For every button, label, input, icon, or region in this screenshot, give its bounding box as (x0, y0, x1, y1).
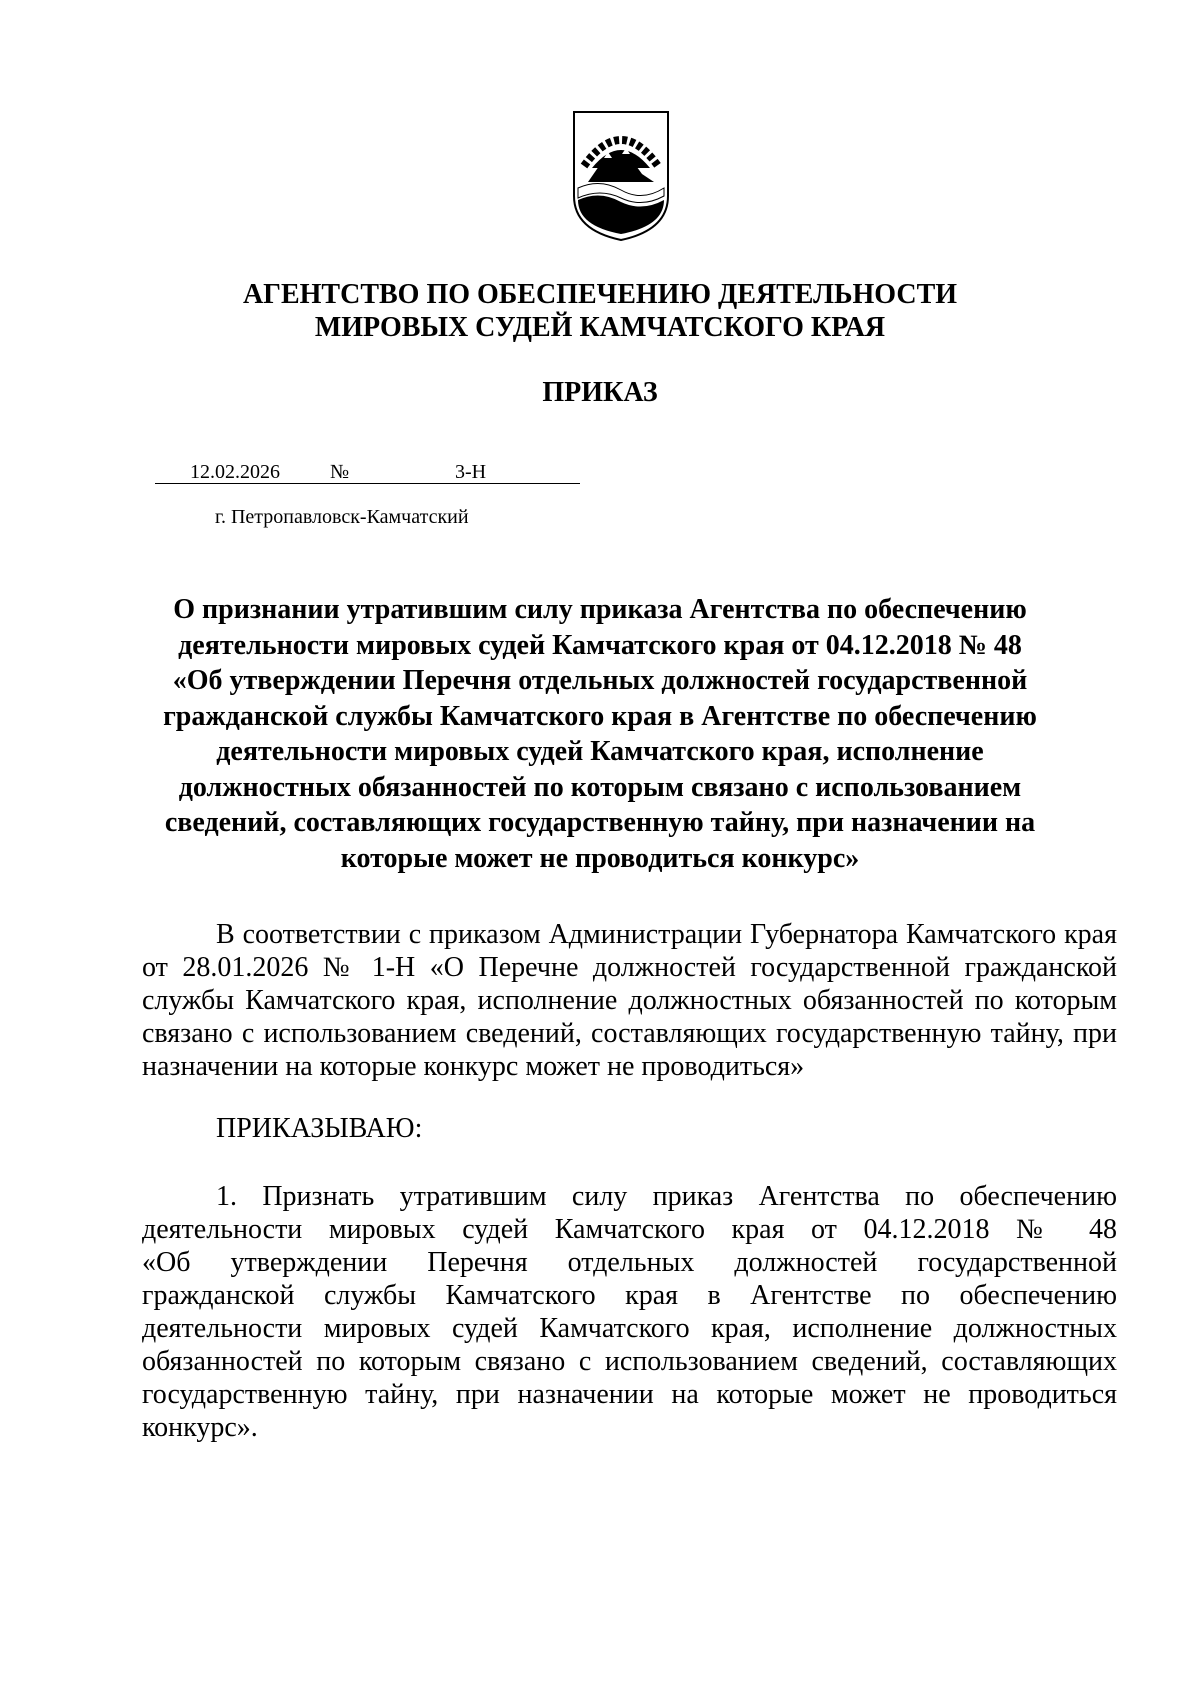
agency-name (0, 278, 1200, 344)
document-number: 3-Н (455, 461, 487, 483)
order-word: ПРИКАЗЫВАЮ: (216, 1113, 423, 1144)
paragraph-line: деятельности мировых судей Камчатского края, исполнение должностных (142, 1313, 1117, 1344)
paragraph-line: обязанностей по которым связано с использованием сведений, составляющих (142, 1346, 1117, 1377)
document-subject (140, 592, 1060, 876)
order-item-1 (142, 1180, 1117, 1444)
document-date: 12.02.2026 (190, 461, 280, 483)
date-number-row (155, 458, 580, 486)
city: г. Петропавловск-Камчатский (215, 506, 469, 528)
paragraph-line: «Об утверждении Перечня отдельных должностей государственной (142, 1247, 1117, 1278)
paragraph-line: от 28.01.2026 № 1-Н «О Перечне должностей государственной гражданской (142, 952, 1117, 983)
paragraph-line: государственную тайну, при назначении на которые может не проводиться (142, 1379, 1117, 1410)
number-sign: № (330, 461, 350, 483)
subject-line: деятельности мировых судей Камчатского края, исполнение (216, 736, 984, 767)
subject-line: сведений, составляющих государственную тайну, при назначении на (164, 807, 1036, 838)
subject-line: которые может не проводиться конкурс» (340, 842, 860, 874)
kamchatka-coat-of-arms-icon (570, 108, 672, 244)
agency-name-line-2: МИРОВЫХ СУДЕЙ КАМЧАТСКОГО КРАЯ (314, 312, 886, 343)
paragraph-line: В соответствии с приказом Администрации Губернатора Камчатского края (216, 919, 1117, 950)
subject-line: «Об утверждении Перечня отдельных должностей государственной (172, 665, 1028, 696)
paragraph-line: назначении на которые конкурс может не проводиться» (142, 1051, 805, 1082)
paragraph-line: службы Камчатского края, исполнение должностных обязанностей по которым (142, 985, 1117, 1016)
paragraph-line: конкурс». (142, 1412, 258, 1443)
subject-line: деятельности мировых судей Камчатского края от 04.12.2018 № 48 (178, 629, 1022, 661)
subject-line: гражданской службы Камчатского края в Агентстве по обеспечению (163, 700, 1037, 732)
subject-line: должностных обязанностей по которым связано с использованием (178, 771, 1022, 803)
subject-line: О признании утратившим силу приказа Агентства по обеспечению (173, 594, 1027, 625)
document-type: ПРИКАЗ (542, 377, 658, 408)
paragraph-line: 1. Признать утратившим силу приказ Агентства по обеспечению (216, 1181, 1117, 1212)
agency-name-line-1: АГЕНТСТВО ПО ОБЕСПЕЧЕНИЮ ДЕЯТЕЛЬНОСТИ (242, 279, 958, 310)
paragraph-line: связано с использованием сведений, составляющих государственную тайну, при (142, 1018, 1117, 1049)
basis-paragraph (142, 918, 1117, 1083)
paragraph-line: деятельности мировых судей Камчатского края от 04.12.2018 № 48 (142, 1214, 1117, 1245)
paragraph-line: гражданской службы Камчатского края в Агентстве по обеспечению (142, 1280, 1117, 1311)
